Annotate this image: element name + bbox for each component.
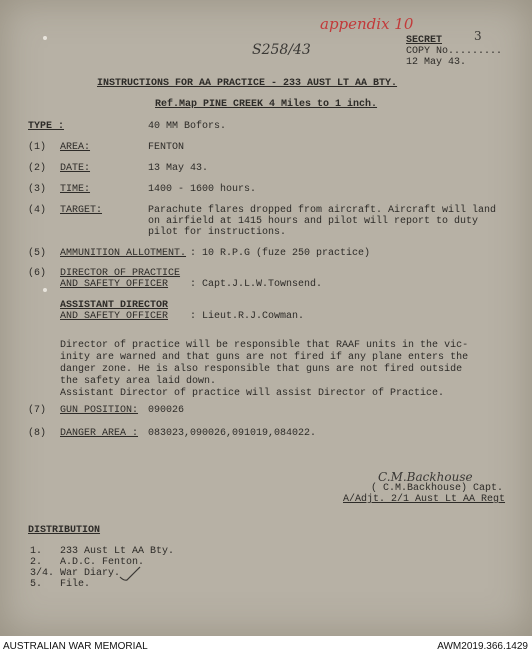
- director-label-line: AND SAFETY OFFICER: [60, 279, 169, 290]
- footer-accession-number: AWM2019.366.1429: [437, 641, 528, 652]
- signature-name: ( C.M.Backhouse) Capt.: [371, 483, 504, 494]
- map-reference: Ref.Map PINE CREEK 4 Miles to 1 inch.: [155, 99, 378, 110]
- type-value: 40 MM Bofors.: [148, 121, 227, 132]
- item-number: (8): [28, 428, 47, 439]
- gun-position-label: GUN POSITION:: [60, 405, 139, 416]
- header-date: 12 May 43.: [406, 57, 467, 68]
- assistant-label-line: ASSISTANT DIRECTOR: [60, 300, 169, 311]
- distribution-number: 5.: [30, 579, 43, 590]
- distribution-entry: 233 Aust Lt AA Bty.: [60, 546, 175, 557]
- director-value: : Capt.J.L.W.Townsend.: [190, 279, 323, 290]
- copy-number: COPY No.........: [406, 46, 503, 57]
- handwritten-reference: S258/43: [252, 42, 311, 58]
- signature-scrawl: C.M.Backhouse: [378, 470, 473, 484]
- punch-hole: [43, 36, 47, 40]
- danger-area-value: 083023,090026,091019,084022.: [148, 428, 317, 439]
- ammunition-label: AMMUNITION ALLOTMENT.: [60, 248, 187, 259]
- area-value: FENTON: [148, 142, 185, 153]
- distribution-heading: DISTRIBUTION: [28, 525, 101, 536]
- item-number: (2): [28, 163, 47, 174]
- item-number: (7): [28, 405, 47, 416]
- item-number: (3): [28, 184, 47, 195]
- assistant-value: : Lieut.R.J.Cowman.: [190, 311, 305, 322]
- handwritten-tick-mark: [118, 565, 142, 583]
- ammunition-value: : 10 R.P.G (fuze 250 practice): [190, 248, 371, 259]
- item-number: (1): [28, 142, 47, 153]
- signature-title: A/Adjt. 2/1 Aust Lt AA Regt: [343, 494, 506, 505]
- item-number: (4): [28, 205, 47, 216]
- distribution-entry: War Diary.: [60, 568, 121, 579]
- target-value-line: Parachute flares dropped from aircraft. Aircraft will land: [148, 205, 497, 216]
- page-number: 3: [474, 29, 482, 43]
- assistant-label-line: AND SAFETY OFFICER: [60, 311, 169, 322]
- target-label: TARGET:: [60, 205, 103, 216]
- date-label: DATE:: [60, 163, 91, 174]
- type-label: TYPE :: [28, 121, 65, 132]
- target-value-line: pilot for instructions.: [148, 227, 287, 238]
- distribution-number: 1.: [30, 546, 43, 557]
- director-label-line: DIRECTOR OF PRACTICE: [60, 268, 181, 279]
- target-value-line: on airfield at 1415 hours and pilot will report to duty: [148, 216, 479, 227]
- handwritten-appendix: appendix 10: [320, 15, 414, 33]
- classification: SECRET: [406, 35, 443, 46]
- item-number: (5): [28, 248, 47, 259]
- punch-hole: [43, 288, 47, 292]
- danger-area-label: DANGER AREA :: [60, 428, 139, 439]
- item-number: (6): [28, 268, 47, 279]
- time-value: 1400 - 1600 hours.: [148, 184, 257, 195]
- time-label: TIME:: [60, 184, 91, 195]
- area-label: AREA:: [60, 142, 91, 153]
- instructions-paragraph: Director of practice will be responsible that RAAF units in the vic- inity are warned and that guns are not fired if any plane enters the danger zone. He is also responsible that guns are not fired outside the safety area laid down. Assistant Director of practice will assist Director of Practice.: [60, 340, 469, 399]
- page-title: INSTRUCTIONS FOR AA PRACTICE - 233 AUST LT AA BTY.: [97, 78, 398, 89]
- distribution-number: 2.: [30, 557, 43, 568]
- distribution-entry: A.D.C. Fenton.: [60, 557, 145, 568]
- distribution-number: 3/4.: [30, 568, 55, 579]
- gun-position-value: 090026: [148, 405, 185, 416]
- distribution-entry: File.: [60, 579, 91, 590]
- date-value: 13 May 43.: [148, 163, 209, 174]
- footer-credit: AUSTRALIAN WAR MEMORIAL: [3, 641, 148, 652]
